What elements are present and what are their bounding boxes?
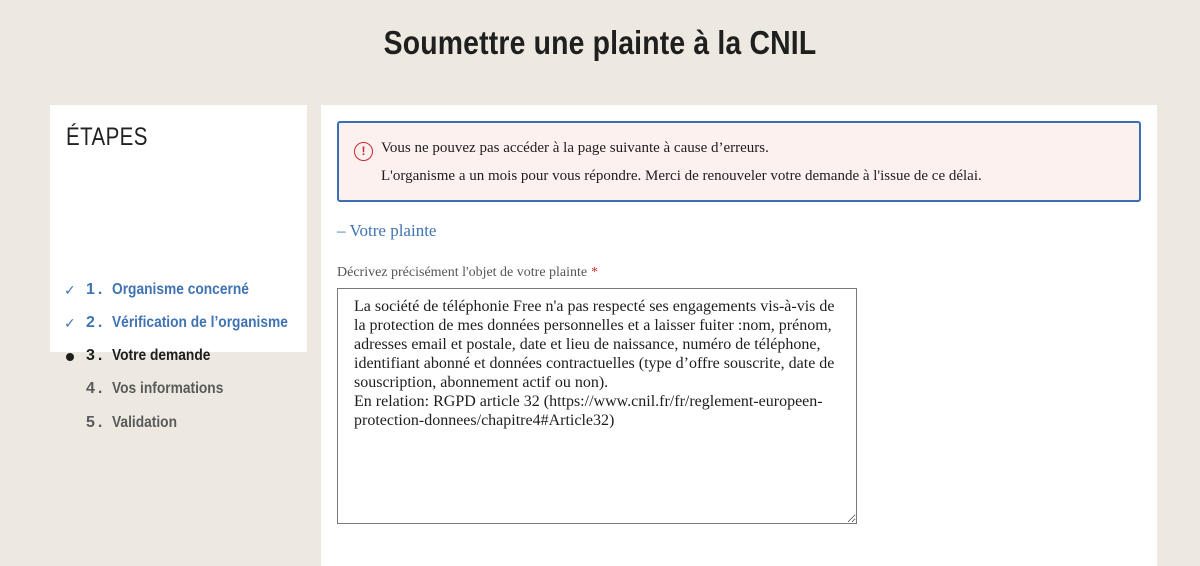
step-number: 1. [86, 281, 106, 298]
step-number: 5. [86, 414, 106, 431]
step-label: Votre demande [112, 347, 211, 364]
page-title: Soumettre une plainte à la CNIL [383, 24, 817, 61]
step-validation [64, 412, 188, 434]
step-verification-organisme[interactable] [64, 312, 317, 334]
step-label: Vérification de l’organisme [112, 314, 288, 331]
complaint-textarea[interactable] [337, 288, 857, 524]
step-label: Vos informations [112, 380, 224, 397]
step-organisme-concerne[interactable] [64, 279, 271, 301]
step-number: 2. [86, 314, 106, 331]
votre-plainte-toggle[interactable]: – Votre plainte [337, 221, 437, 240]
check-icon: ✓ [64, 281, 76, 298]
complaint-label: Décrivez précisément l'objet de votre plainte * [337, 265, 599, 280]
error-message: Vous ne pouvez pas accéder à la page suivante à cause d’erreurs. [381, 140, 769, 156]
current-step-dot-icon [64, 348, 86, 364]
step-votre-demande [64, 345, 226, 367]
required-marker: * [591, 265, 599, 280]
error-alert [337, 121, 1141, 202]
step-number: 4. [86, 380, 106, 397]
steps-sidebar [50, 105, 307, 431]
main-panel [321, 105, 1157, 566]
alert-circle-icon: ! [354, 142, 373, 161]
step-label: Organisme concerné [112, 281, 249, 298]
check-icon: ✓ [64, 314, 76, 331]
error-detail: L'organisme a un mois pour vous répondre. Merci de renouveler votre demande à l'issue de ce délai. [381, 168, 982, 184]
step-number: 3. [86, 347, 106, 364]
step-label: Validation [112, 414, 177, 431]
steps-heading: ÉTAPES [66, 123, 148, 151]
step-vos-informations [64, 378, 242, 400]
